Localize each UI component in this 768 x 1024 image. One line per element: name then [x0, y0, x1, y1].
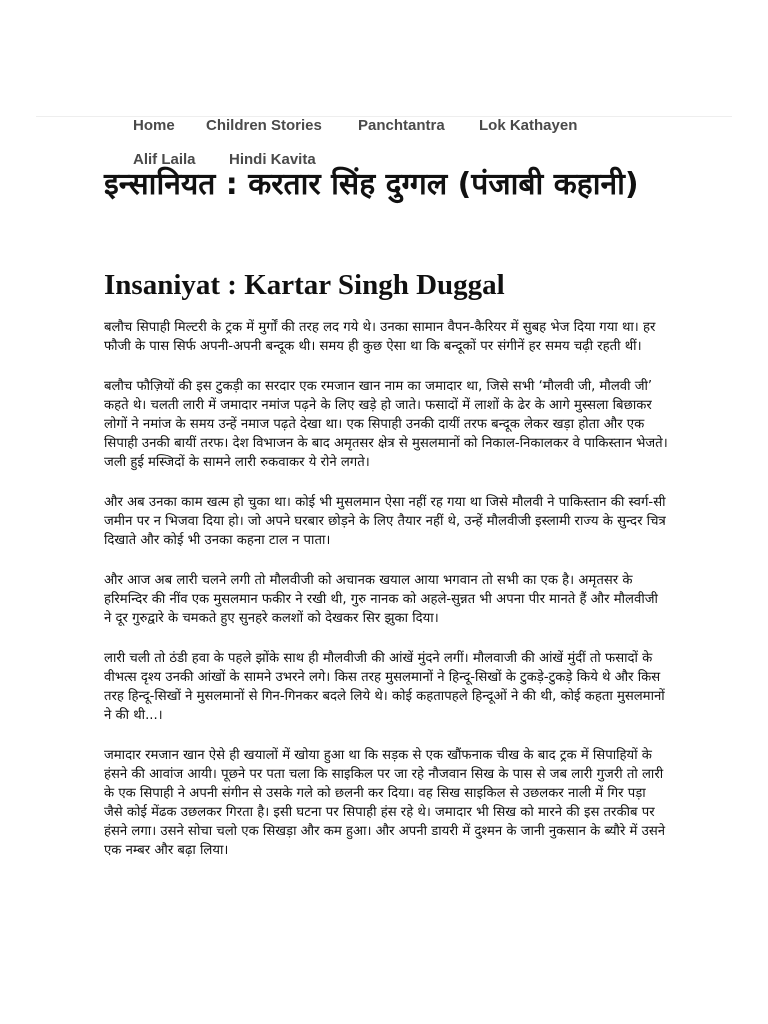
top-navigation [0, 0, 768, 170]
article-paragraph: और आज अब लारी चलने लगी तो मौलवीजी को अचानक खयाल आया भगवान तो सभी का एक है। अमृतसर के हरिमन्दिर की नींव एक मुसलमान फकीर ने रखी थी, गुरु नानक को अहले-सुन्नत भी अपना पीर मानते हैं और मौलवीजी ने दूर गुरुद्वारे के चमकते हुए सुनहरे कलशों को देखकर सिर झुका दिया। [104, 573, 658, 626]
article-paragraph: बलौच फौज़ियों की इस टुकड़ी का सरदार एक रमजान खान नाम का जमादार था, जिसे सभी ‘मौलवी जी, मौलवी जी’ कहते थे। चलती लारी में जमादार नमांज पढ़ने के लिए खड़े हो जाते। फसादों में लाशों के ढेर के आगे मुस्सला बिछाकर लोगों ने नमांज के समय उन्हें नमाज पढ़ते देखा था। एक सिपाही उनकी दायीं तरफ बन्दूक लेकर खड़ा होता और एक सिपाही उनकी बायीं तरफ। देश विभाजन के बाद अमृतसर क्षेत्र से मुसलमानों को निकाल-निकालकर वे पाकिस्तान भेजते। जली हुई मस्जिदों के सामने लारी रुकवाकर ये रोने लगते। [104, 379, 668, 470]
article-paragraph: और अब उनका काम खत्म हो चुका था। कोई भी मुसलमान ऐसा नहीं रह गया था जिसे मौलवी ने पाकिस्तान की स्वर्ग-सी जमीन पर न भिजवा दिया हो। जो अपने घरबार छोड़ने के लिए तैयार नहीं थे, उन्हें मौलवीजी इस्लामी राज्य के सुन्दर चित्र दिखाते और कोई भी उनका कहना टाल न पाता। [104, 495, 666, 548]
article-title-hindi: इन्सानियत : करतार सिंह दुग्गल (पंजाबी कहानी) [104, 167, 639, 202]
nav-link-home[interactable]: Home [133, 117, 175, 134]
article-paragraph: जमादार रमजान खान ऐसे ही खयालों में खोया हुआ था कि सड़क से एक खौंफनाक चीख के बाद ट्रक में सिपाहियों के हंसने की आवांज आयी। पूछने पर पता चला कि साइकिल पर जा रहे नौजवान सिख के पास से जब लारी गुजरी तो लारी के एक सिपाही ने अपनी संगीन से उसके गले को छलनी कर दिया। वह सिख साइकिल से उछलकर नाली में गिर पड़ा जैसे कोई मेंढक उछलकर गिरता है। इसी घटना पर सिपाही हंस रहे थे। जमादार भी सिख को मारने की इस तरकीब पर हंसने लगा। उसने सोचा चलो एक सिखड़ा और कम हुआ। और अपनी डायरी में दुश्मन के जानी नुकसान के ब्यौरे में उसने एक नम्बर और बढ़ा लिया। [104, 748, 666, 858]
article-body [104, 318, 668, 881]
article-title-english: Insaniyat : Kartar Singh Duggal [104, 269, 505, 301]
nav-link-lok-kathayen[interactable]: Lok Kathayen [479, 117, 578, 134]
article-paragraph: लारी चली तो ठंडी हवा के पहले झोंके साथ ही मौलवीजी की आंखें मुंदने लगीं। मौलवाजी की आंखें मुंदीं तो फसादों के वीभत्स दृश्य उनकी आंखों के सामने उभरने लगे। किस तरह मुसलमानों ने हिन्दू-सिखों के टुकड़े-टुकड़े किये थे और किस तरह हिन्दू-सिखों ने मुसलमानों से गिन-गिनकर बदले लिये थे। कोई कहतापहले हिन्दूओं ने की थी, कोई कहता मुसलमानों ने की थी...। [104, 651, 665, 723]
nav-link-hindi-kavita[interactable]: Hindi Kavita [229, 151, 316, 168]
nav-link-alif-laila[interactable]: Alif Laila [133, 151, 196, 168]
article-paragraph: बलौच सिपाही मिल्टरी के ट्रक में मुर्गों की तरह लद गये थे। उनका सामान वैपन-कैरियर में सुबह भेज दिया गया था। हर फौजी के पास सिर्फ अपनी-अपनी बन्दूक थी। समय ही कुछ ऐसा था कि बन्दूकों पर संगीनें हर समय चढ़ी रहती थीं। [104, 320, 656, 354]
nav-link-panchtantra[interactable]: Panchtantra [358, 117, 445, 134]
nav-link-children-stories[interactable]: Children Stories [206, 117, 322, 134]
